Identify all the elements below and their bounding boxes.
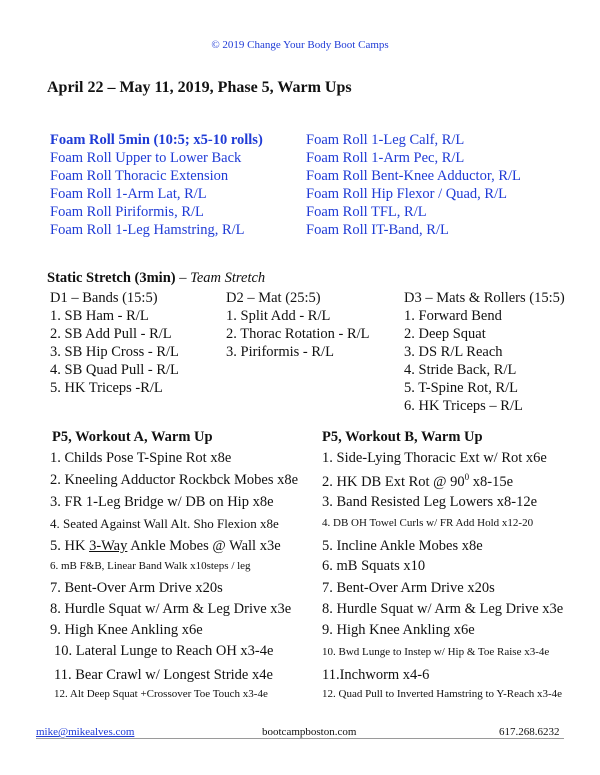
workout-b-item: 3. Band Resisted Leg Lowers x8-12e	[322, 494, 538, 510]
workout-b-item: 12. Quad Pull to Inverted Hamstring to Y-Reach x3-4e	[322, 688, 563, 700]
static-stretch-dash: –	[175, 270, 191, 286]
list-item: 1. Forward Bend	[404, 308, 502, 324]
stretch-d3	[404, 289, 565, 415]
workout-a-item-5-rest: Ankle Mobes @ Wall x3e	[127, 538, 281, 554]
workout-a-item: 9. High Knee Ankling x6e	[50, 622, 203, 638]
workout-b-item: 8. Hurdle Squat w/ Arm & Leg Drive x3e	[322, 601, 564, 617]
list-item: 5. T-Spine Rot, R/L	[404, 380, 519, 396]
workout-a-item: 11. Bear Crawl w/ Longest Stride x4e	[54, 667, 273, 683]
foam-roll-item: Foam Roll 5min (10:5; x5-10 rolls)	[50, 132, 263, 148]
static-stretch-heading	[47, 270, 265, 287]
static-stretch-subtitle: Team Stretch	[190, 270, 266, 286]
foam-roll-list-left	[50, 131, 263, 239]
foam-roll-item: Foam Roll IT-Band, R/L	[306, 222, 449, 238]
list-item: 6. HK Triceps – R/L	[404, 398, 523, 414]
workout-a-item-5-underlined: 3-Way	[89, 538, 128, 554]
foam-roll-item: Foam Roll Piriformis, R/L	[50, 204, 204, 220]
list-item: 1. SB Ham - R/L	[50, 308, 149, 324]
workout-a-item-5-prefix: 5. HK	[50, 538, 90, 554]
footer-phone: 617.268.6232	[499, 726, 560, 738]
workout-b-item: 1. Side-Lying Thoracic Ext w/ Rot x6e	[322, 450, 547, 466]
page-title: April 22 – May 11, 2019, Phase 5, Warm Ups	[47, 79, 352, 96]
email-link[interactable]: mike@mikealves.com	[36, 726, 135, 738]
stretch-d1	[50, 289, 179, 397]
workout-b-item: 7. Bent-Over Arm Drive x20s	[322, 580, 495, 596]
stretch-d3-heading: D3 – Mats & Rollers (15:5)	[404, 290, 565, 306]
footer-site: bootcampboston.com	[262, 726, 357, 738]
workout-b-item-2-prefix: 2. HK DB Ext Rot @ 90	[322, 473, 465, 490]
foam-roll-item: Foam Roll Thoracic Extension	[50, 168, 229, 184]
workout-b-item: 5. Incline Ankle Mobes x8e	[322, 538, 483, 554]
list-item: 4. SB Quad Pull - R/L	[50, 362, 179, 378]
list-item: 3. DS R/L Reach	[404, 344, 503, 360]
workout-b-title: P5, Workout B, Warm Up	[322, 429, 483, 445]
workout-a-item: 8. Hurdle Squat w/ Arm & Leg Drive x3e	[50, 601, 292, 617]
workout-b-item: 11.Inchworm x4-6	[322, 667, 430, 683]
workout-a-item-5	[50, 538, 281, 555]
list-item: 5. HK Triceps -R/L	[50, 380, 163, 396]
workout-b-item: 9. High Knee Ankling x6e	[322, 622, 475, 638]
workout-a-item: 3. FR 1-Leg Bridge w/ DB on Hip x8e	[50, 494, 274, 510]
workout-a-item: 2. Kneeling Adductor Rockbck Mobes x8e	[50, 472, 299, 488]
footer-email[interactable]	[36, 726, 134, 738]
workout-a-item: 10. Lateral Lunge to Reach OH x3-4e	[54, 643, 274, 659]
workout-a-item: 12. Alt Deep Squat +Crossover Toe Touch x3-4e	[54, 688, 268, 700]
footer-divider	[36, 738, 564, 739]
list-item: 2. Deep Squat	[404, 326, 486, 342]
list-item: 2. SB Add Pull - R/L	[50, 326, 172, 342]
workout-a-item: 6. mB F&B, Linear Band Walk x10steps / leg	[50, 560, 251, 572]
workout-b-item: 6. mB Squats x10	[322, 558, 426, 574]
foam-roll-item: Foam Roll Bent-Knee Adductor, R/L	[306, 168, 521, 184]
workout-b-item-2	[322, 472, 513, 491]
copyright-notice: © 2019 Change Your Body Boot Camps	[211, 39, 389, 51]
foam-roll-item: Foam Roll 1-Arm Pec, R/L	[306, 150, 465, 166]
foam-roll-item: Foam Roll 1-Arm Lat, R/L	[50, 186, 207, 202]
foam-roll-item: Foam Roll Hip Flexor / Quad, R/L	[306, 186, 507, 202]
foam-roll-item: Foam Roll 1-Leg Calf, R/L	[306, 132, 465, 148]
list-item: 1. Split Add - R/L	[226, 308, 331, 324]
workout-a-title: P5, Workout A, Warm Up	[52, 429, 213, 445]
stretch-d2-heading: D2 – Mat (25:5)	[226, 290, 321, 306]
list-item: 4. Stride Back, R/L	[404, 362, 517, 378]
foam-roll-item: Foam Roll Upper to Lower Back	[50, 150, 242, 166]
list-item: 3. SB Hip Cross - R/L	[50, 344, 179, 360]
foam-roll-item: Foam Roll TFL, R/L	[306, 204, 427, 220]
static-stretch-title: Static Stretch (3min)	[47, 270, 176, 286]
workout-b-item-2-degree: 0	[464, 472, 470, 482]
workout-a-item: 7. Bent-Over Arm Drive x20s	[50, 580, 223, 596]
list-item: 2. Thorac Rotation - R/L	[226, 326, 370, 342]
workout-b-item: 4. DB OH Towel Curls w/ FR Add Hold x12-20	[322, 517, 534, 529]
list-item: 3. Piriformis - R/L	[226, 344, 334, 360]
workout-b-item-2-rest: x8-15e	[469, 473, 514, 490]
workout-a-item: 1. Childs Pose T-Spine Rot x8e	[50, 450, 232, 466]
workout-b-item: 10. Bwd Lunge to Instep w/ Hip & Toe Raise x3-4e	[322, 646, 550, 658]
stretch-d2	[226, 289, 370, 361]
stretch-d1-heading: D1 – Bands (15:5)	[50, 290, 158, 306]
foam-roll-item: Foam Roll 1-Leg Hamstring, R/L	[50, 222, 245, 238]
foam-roll-list-right	[306, 131, 521, 239]
workout-a-item: 4. Seated Against Wall Alt. Sho Flexion x8e	[50, 516, 279, 531]
